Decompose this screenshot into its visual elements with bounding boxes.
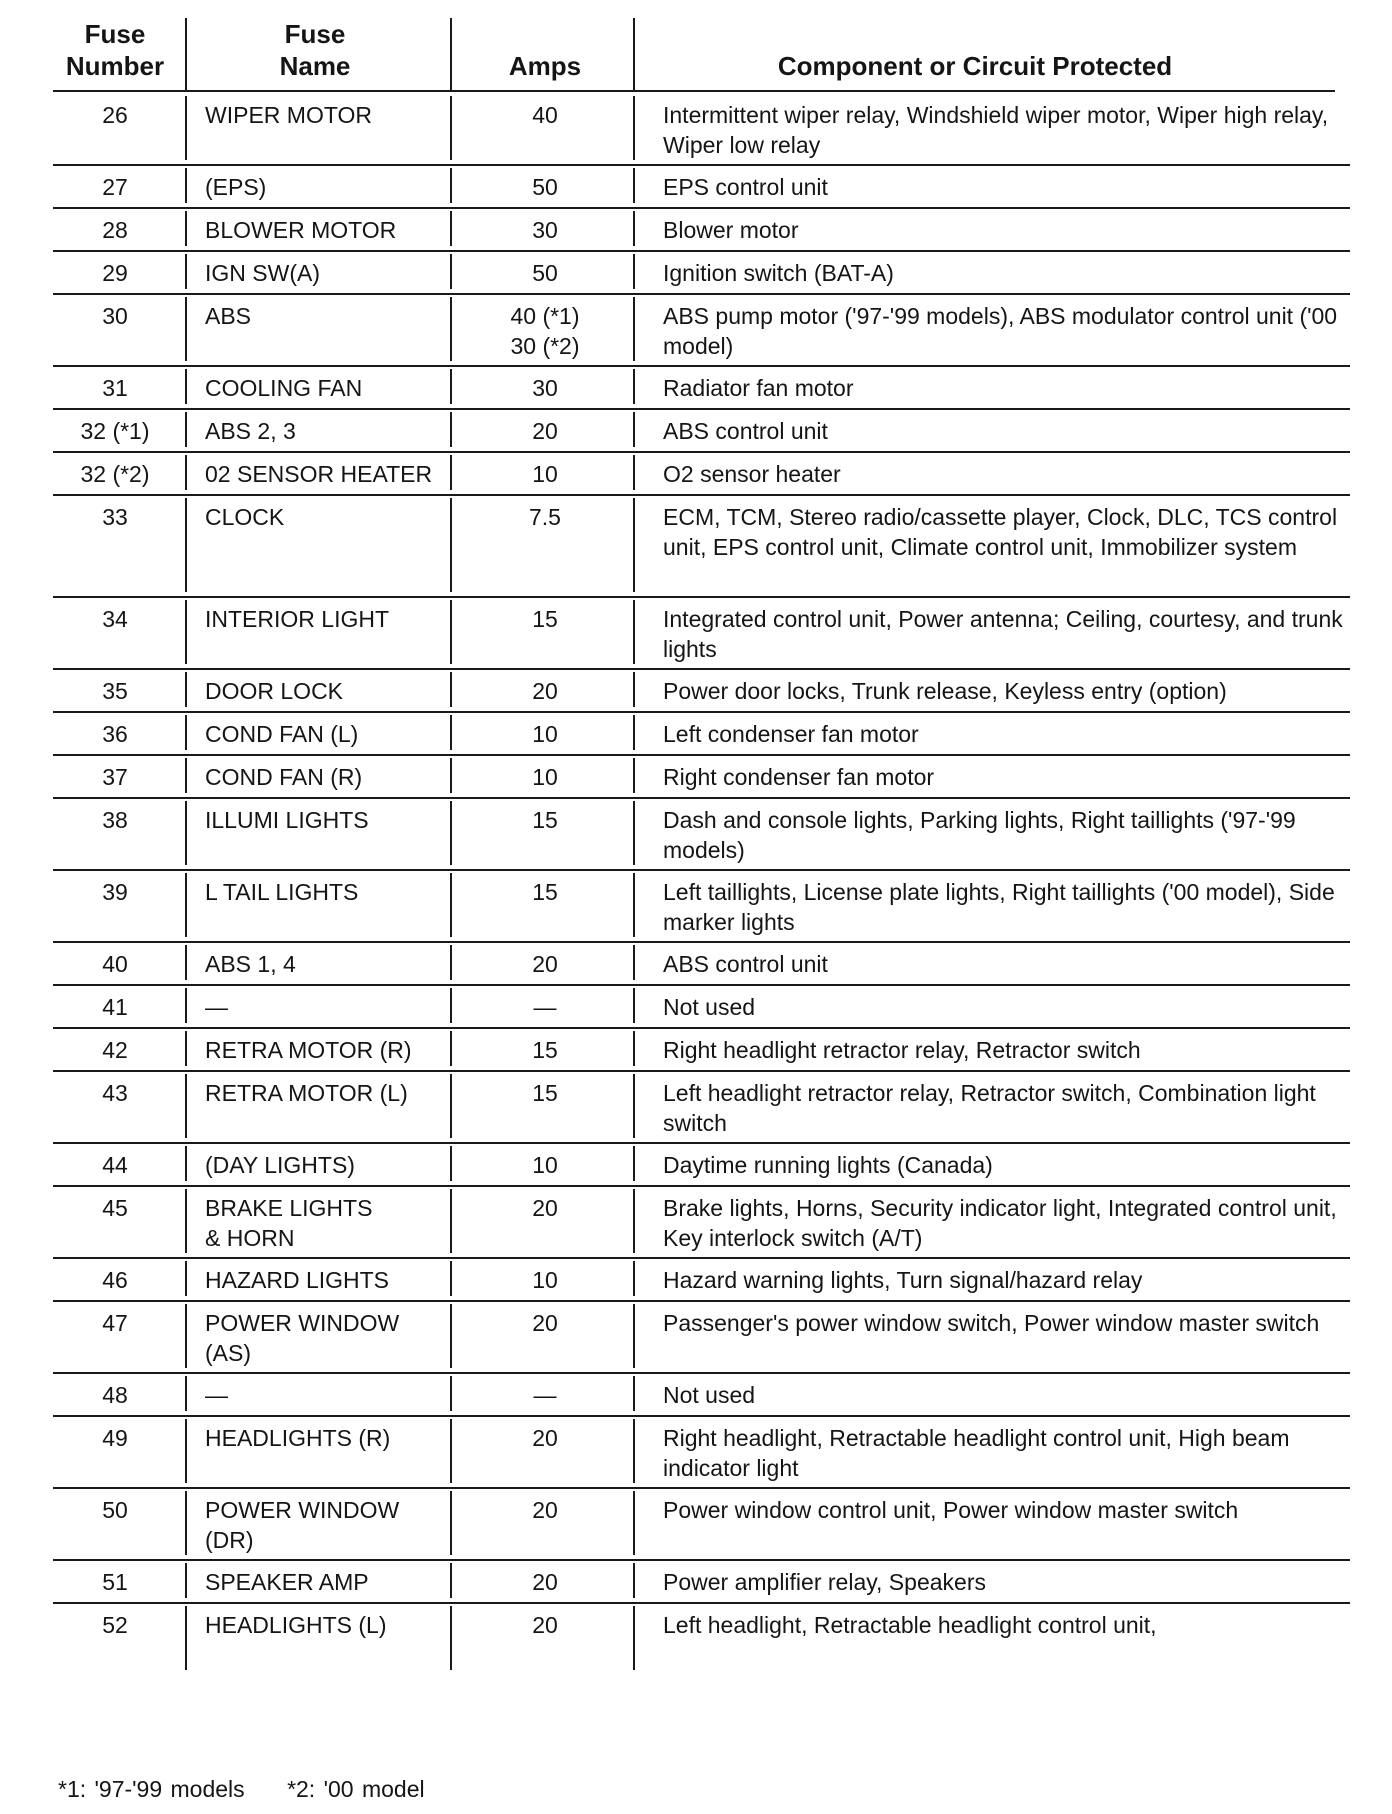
table-row [0, 1185, 1392, 1257]
column-divider [633, 1304, 635, 1368]
column-divider [185, 1606, 187, 1670]
fuse-name-cell: ABS 1, 4 [205, 951, 296, 977]
table-row [0, 596, 1392, 668]
fuse-number-cell: 32 (*1) [80, 418, 150, 444]
table-row [0, 494, 1392, 596]
column-divider [450, 945, 452, 980]
column-divider [185, 1261, 187, 1296]
fuse-number-cell: 31 [102, 375, 128, 401]
fuse-number-cell: 47 [102, 1310, 128, 1336]
column-divider [185, 412, 187, 447]
fuse-number-cell: 45 [102, 1195, 128, 1221]
fuse-name-cell: INTERIOR LIGHT [205, 606, 390, 632]
header-fuse-name-line2: Name [279, 51, 351, 81]
table-row [0, 1300, 1392, 1372]
column-divider [450, 168, 452, 203]
table-row [0, 1257, 1392, 1300]
column-divider [633, 801, 635, 865]
amps-cell: 15 [532, 606, 558, 632]
column-divider [633, 211, 635, 246]
column-divider [185, 1491, 187, 1555]
amps-cell: 20 [532, 1425, 558, 1451]
component-cell: Not used [663, 994, 756, 1020]
amps-cell: 50 [532, 260, 558, 286]
table-row [0, 1372, 1392, 1415]
column-divider [450, 672, 452, 707]
fuse-name-cell: COOLING FAN [205, 375, 363, 401]
table-row [0, 984, 1392, 1027]
column-divider [450, 211, 452, 246]
column-divider [633, 1491, 635, 1555]
fuse-name-cell: ILLUMI LIGHTS [205, 807, 369, 833]
component-cell: Brake lights, Horns, Security indicator light, Integrated control unit, Key interlock switch (A/T) [663, 1195, 1337, 1251]
fuse-name-cell: HEADLIGHTS (L) [205, 1612, 387, 1638]
component-cell: Daytime running lights (Canada) [663, 1152, 993, 1178]
header-fuse-number-line2: Number [65, 51, 165, 81]
component-cell: Not used [663, 1382, 756, 1408]
column-divider [633, 600, 635, 664]
column-divider [185, 369, 187, 404]
fuse-table-body [0, 92, 1392, 1674]
column-divider [633, 1031, 635, 1066]
column-divider [450, 1606, 452, 1670]
column-divider [450, 1146, 452, 1181]
component-cell: Integrated control unit, Power antenna; Ceiling, courtesy, and trunk lights [663, 606, 1343, 662]
header-fuse-number [50, 18, 180, 90]
column-divider [185, 455, 187, 490]
fuse-number-cell: 37 [102, 764, 128, 790]
component-cell: Right headlight retractor relay, Retractor switch [663, 1037, 1141, 1063]
fuse-number-cell: 50 [102, 1497, 128, 1523]
fuse-name-cell: RETRA MOTOR (R) [205, 1037, 412, 1063]
amps-cell: 15 [532, 1080, 558, 1106]
component-cell: Intermittent wiper relay, Windshield wiper motor, Wiper high relay, Wiper low relay [663, 102, 1329, 158]
amps-cell: 20 [532, 951, 558, 977]
header-component: Component or Circuit Protected [777, 51, 1173, 81]
amps-cell: 15 [532, 1037, 558, 1063]
column-divider [185, 168, 187, 203]
component-cell: EPS control unit [663, 174, 828, 200]
amps-cell: — [533, 1382, 557, 1408]
amps-cell: 20 [532, 1612, 558, 1638]
table-row [0, 365, 1392, 408]
fuse-name-cell: L TAIL LIGHTS [205, 879, 359, 905]
component-cell: Left condenser fan motor [663, 721, 919, 747]
component-cell: Dash and console lights, Parking lights, Right taillights ('97-'99 models) [663, 807, 1296, 863]
fuse-name-cell: HAZARD LIGHTS [205, 1267, 390, 1293]
column-divider [185, 1376, 187, 1411]
column-divider [450, 758, 452, 793]
column-divider [450, 455, 452, 490]
column-divider [185, 672, 187, 707]
column-divider [450, 96, 452, 160]
amps-cell: 10 [532, 721, 558, 747]
column-divider [633, 297, 635, 361]
column-divider [633, 1261, 635, 1296]
column-divider [185, 498, 187, 592]
column-divider [450, 1304, 452, 1368]
column-divider [450, 498, 452, 592]
column-divider [633, 455, 635, 490]
column-divider [185, 715, 187, 750]
component-cell: Power amplifier relay, Speakers [663, 1569, 986, 1595]
header-fuse-name-line1: Fuse [284, 19, 346, 49]
table-row [0, 1415, 1392, 1487]
column-divider [185, 1304, 187, 1368]
fuse-number-cell: 27 [102, 174, 128, 200]
column-divider [450, 1376, 452, 1411]
column-divider [450, 1491, 452, 1555]
component-cell: Radiator fan motor [663, 375, 854, 401]
component-cell: ABS control unit [663, 951, 828, 977]
column-divider [633, 1146, 635, 1181]
amps-cell: 7.5 [529, 504, 561, 530]
column-divider [450, 1419, 452, 1483]
column-divider [185, 1031, 187, 1066]
amps-cell: 40 (*1) 30 (*2) [510, 303, 580, 359]
column-divider [450, 600, 452, 664]
table-row [0, 711, 1392, 754]
footnote-2: *2: '00 model [287, 1776, 425, 1802]
column-divider [450, 369, 452, 404]
header-divider [633, 18, 635, 92]
table-row [0, 1602, 1392, 1674]
fuse-name-cell: (EPS) [205, 174, 267, 200]
column-divider [633, 758, 635, 793]
column-divider [633, 168, 635, 203]
amps-cell: 20 [532, 678, 558, 704]
column-divider [185, 600, 187, 664]
fuse-name-cell: DOOR LOCK [205, 678, 344, 704]
column-divider [450, 715, 452, 750]
component-cell: ABS pump motor ('97-'99 models), ABS modulator control unit ('00 model) [663, 303, 1338, 359]
column-divider [450, 1074, 452, 1138]
amps-cell: 40 [532, 102, 558, 128]
fuse-number-cell: 44 [102, 1152, 128, 1178]
fuse-name-cell: IGN SW(A) [205, 260, 320, 286]
column-divider [185, 988, 187, 1023]
column-divider [633, 1606, 635, 1670]
component-cell: Right headlight, Retractable headlight control unit, High beam indicator light [663, 1425, 1290, 1481]
footnote [58, 1776, 459, 1803]
column-divider [185, 801, 187, 865]
column-divider [450, 1189, 452, 1253]
table-row [0, 1487, 1392, 1559]
column-divider [633, 498, 635, 592]
table-row [0, 1027, 1392, 1070]
fuse-name-cell: — [205, 1382, 228, 1408]
column-divider [185, 1146, 187, 1181]
column-divider [633, 988, 635, 1023]
column-divider [185, 211, 187, 246]
fuse-name-cell: WIPER MOTOR [205, 102, 372, 128]
fuse-name-cell: ABS [205, 303, 252, 329]
table-row [0, 1559, 1392, 1602]
component-cell: Blower motor [663, 217, 799, 243]
fuse-name-cell: 02 SENSOR HEATER [205, 461, 433, 487]
amps-cell: 20 [532, 1497, 558, 1523]
column-divider [185, 297, 187, 361]
component-cell: Left headlight retractor relay, Retractor switch, Combination light switch [663, 1080, 1316, 1136]
fuse-number-cell: 33 [102, 504, 128, 530]
component-cell: Left taillights, License plate lights, Right taillights ('00 model), Side marker lights [663, 879, 1335, 935]
column-divider [633, 96, 635, 160]
table-row [0, 207, 1392, 250]
amps-cell: 50 [532, 174, 558, 200]
table-row [0, 293, 1392, 365]
column-divider [450, 1031, 452, 1066]
fuse-name-cell: COND FAN (R) [205, 764, 363, 790]
fuse-name-cell: ABS 2, 3 [205, 418, 296, 444]
column-divider [633, 1563, 635, 1598]
component-cell: Left headlight, Retractable headlight control unit, [663, 1612, 1157, 1638]
header-divider [185, 18, 187, 92]
table-row [0, 754, 1392, 797]
column-divider [185, 1074, 187, 1138]
fuse-number-cell: 26 [102, 102, 128, 128]
table-row [0, 408, 1392, 451]
table-row [0, 668, 1392, 711]
header-fuse-number-line1: Fuse [84, 19, 146, 49]
table-row [0, 250, 1392, 293]
amps-cell: 20 [532, 1195, 558, 1221]
table-row [0, 1070, 1392, 1142]
fuse-number-cell: 29 [102, 260, 128, 286]
amps-cell: 10 [532, 1152, 558, 1178]
column-divider [450, 254, 452, 289]
component-cell: Power window control unit, Power window master switch [663, 1497, 1239, 1523]
amps-cell: 30 [532, 217, 558, 243]
column-divider [185, 873, 187, 937]
amps-cell: 15 [532, 807, 558, 833]
fuse-name-cell: HEADLIGHTS (R) [205, 1425, 391, 1451]
fuse-number-cell: 41 [102, 994, 128, 1020]
amps-cell: 30 [532, 375, 558, 401]
fuse-number-cell: 46 [102, 1267, 128, 1293]
column-divider [633, 1419, 635, 1483]
column-divider [633, 1074, 635, 1138]
column-divider [185, 945, 187, 980]
column-divider [450, 988, 452, 1023]
fuse-number-cell: 35 [102, 678, 128, 704]
fuse-name-cell: COND FAN (L) [205, 721, 359, 747]
fuse-number-cell: 48 [102, 1382, 128, 1408]
column-divider [185, 1563, 187, 1598]
column-divider [633, 945, 635, 980]
column-divider [633, 412, 635, 447]
fuse-number-cell: 30 [102, 303, 128, 329]
column-divider [185, 254, 187, 289]
fuse-name-cell: CLOCK [205, 504, 285, 530]
fuse-number-cell: 42 [102, 1037, 128, 1063]
column-divider [185, 1189, 187, 1253]
table-row [0, 1142, 1392, 1185]
column-divider [450, 1261, 452, 1296]
fuse-number-cell: 51 [102, 1569, 128, 1595]
amps-cell: 20 [532, 1569, 558, 1595]
header-divider [450, 18, 452, 92]
table-row [0, 797, 1392, 869]
fuse-name-cell: (DAY LIGHTS) [205, 1152, 355, 1178]
fuse-number-cell: 40 [102, 951, 128, 977]
amps-cell: 15 [532, 879, 558, 905]
footnote-1: *1: '97-'99 models [58, 1776, 245, 1802]
fuse-number-cell: 43 [102, 1080, 128, 1106]
fuse-number-cell: 28 [102, 217, 128, 243]
fuse-name-cell: POWER WINDOW (DR) [205, 1497, 400, 1553]
table-row [0, 92, 1392, 164]
table-row [0, 164, 1392, 207]
component-cell: ABS control unit [663, 418, 828, 444]
amps-cell: 20 [532, 1310, 558, 1336]
column-divider [633, 369, 635, 404]
fuse-number-cell: 39 [102, 879, 128, 905]
fuse-number-cell: 38 [102, 807, 128, 833]
amps-cell: 20 [532, 418, 558, 444]
header-fuse-name [190, 18, 440, 90]
component-cell: Right condenser fan motor [663, 764, 935, 790]
fuse-name-cell: SPEAKER AMP [205, 1569, 369, 1595]
column-divider [185, 96, 187, 160]
column-divider [633, 254, 635, 289]
fuse-name-cell: RETRA MOTOR (L) [205, 1080, 408, 1106]
column-divider [450, 412, 452, 447]
amps-cell: 10 [532, 764, 558, 790]
column-divider [633, 672, 635, 707]
table-row [0, 451, 1392, 494]
column-divider [633, 873, 635, 937]
column-divider [185, 1419, 187, 1483]
component-cell: Power door locks, Trunk release, Keyless entry (option) [663, 678, 1227, 704]
component-cell: Hazard warning lights, Turn signal/hazard relay [663, 1267, 1143, 1293]
component-cell: O2 sensor heater [663, 461, 841, 487]
fuse-number-cell: 34 [102, 606, 128, 632]
column-divider [450, 873, 452, 937]
table-row [0, 941, 1392, 984]
component-cell: Passenger's power window switch, Power window master switch [663, 1310, 1320, 1336]
column-divider [633, 715, 635, 750]
table-row [0, 869, 1392, 941]
column-divider [633, 1189, 635, 1253]
amps-cell: 10 [532, 461, 558, 487]
column-divider [185, 758, 187, 793]
amps-cell: — [533, 994, 557, 1020]
column-divider [450, 801, 452, 865]
fuse-number-cell: 32 (*2) [80, 461, 150, 487]
component-cell: Ignition switch (BAT-A) [663, 260, 894, 286]
fuse-number-cell: 52 [102, 1612, 128, 1638]
fuse-name-cell: POWER WINDOW (AS) [205, 1310, 400, 1366]
fuse-name-cell: BLOWER MOTOR [205, 217, 397, 243]
fuse-number-cell: 36 [102, 721, 128, 747]
fuse-number-cell: 49 [102, 1425, 128, 1451]
column-divider [450, 1563, 452, 1598]
fuse-name-cell: — [205, 994, 228, 1020]
component-cell: ECM, TCM, Stereo radio/cassette player, Clock, DLC, TCS control unit, EPS control unit, Climate control unit, Immobilizer system [663, 504, 1338, 560]
header-amps: Amps [508, 51, 582, 81]
amps-cell: 10 [532, 1267, 558, 1293]
fuse-name-cell: BRAKE LIGHTS & HORN [205, 1195, 373, 1251]
column-divider [450, 297, 452, 361]
column-divider [633, 1376, 635, 1411]
